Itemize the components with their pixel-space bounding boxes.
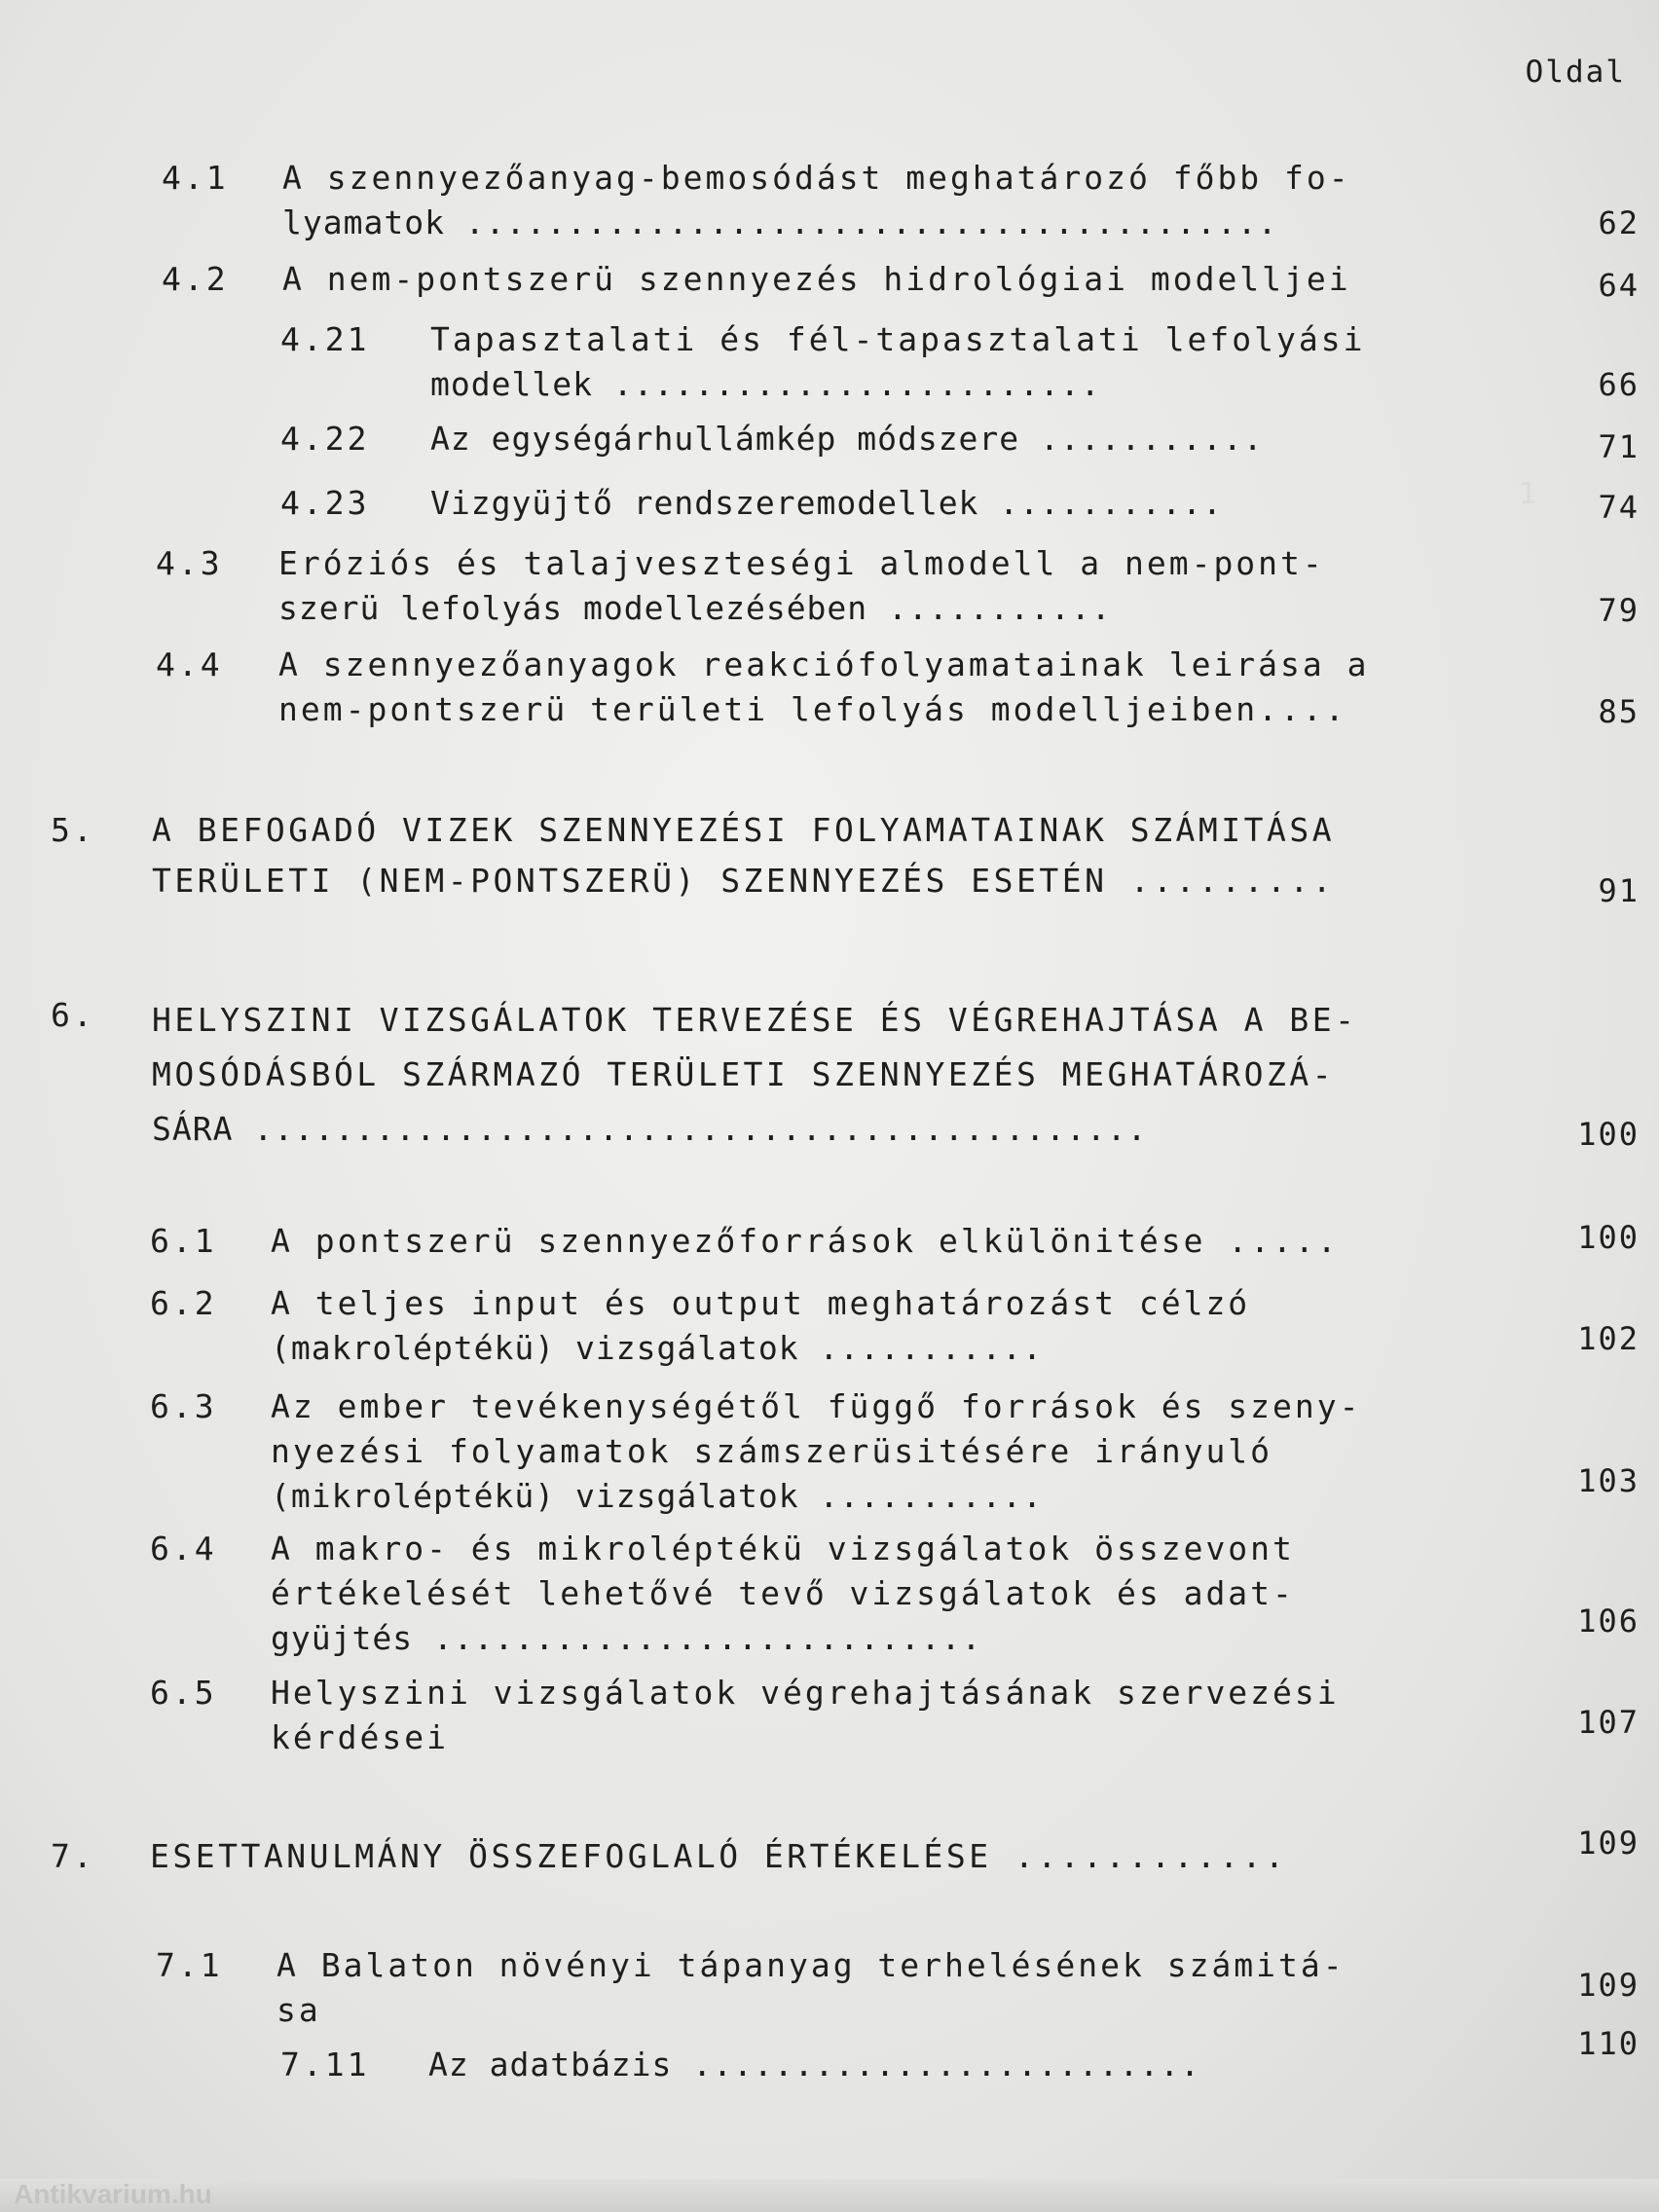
toc-title-line: értékelését lehetővé tevő vizsgálatok és adat- [271,1574,1295,1612]
toc-title-line: Az ember tevékenységétől függő források és szeny- [271,1387,1362,1425]
toc-title-line: sa [276,1991,321,2029]
toc-page-number: 109 [1577,1967,1640,2004]
toc-title-line: Az egységárhullámkép módszere ........... [430,420,1264,458]
toc-title-line: A makro- és mikroléptékü vizsgálatok összevont [271,1530,1295,1567]
toc-page-number: 106 [1577,1603,1640,1640]
toc-title-line: TERÜLETI (NEM-PONTSZERÜ) SZENNYEZÉS ESETÉN ......... [152,862,1336,900]
toc-entry-title [271,1671,1340,1760]
toc-entry-title [276,1943,1346,2033]
toc-title-line: A Balaton növényi tápanyag terhelésének számitá- [276,1946,1346,1984]
toc-title-line: ESETTANULMÁNY ÖSSZEFOGLALÓ ÉRTÉKELÉSE ............ [150,1837,1288,1875]
toc-page-number: 79 [1598,592,1640,629]
toc-entry-number: 6.5 [150,1674,217,1712]
toc-page-number: 107 [1577,1704,1640,1741]
toc-entry-number: 6.2 [150,1284,217,1322]
toc-entry-number: 7.1 [156,1946,223,1984]
toc-entry-title [152,993,1358,1157]
toc-entry-title [271,1384,1362,1519]
toc-title-line: Tapasztalati és fél-tapasztalati lefolyási [430,320,1366,358]
toc-page-number: 85 [1598,693,1640,730]
toc-title-line: A szennyezőanyag-bemosódást meghatározó főbb fo- [282,159,1351,197]
toc-title-line: MOSÓDÁSBÓL SZÁRMAZÓ TERÜLETI SZENNYEZÉS MEGHATÁROZÁ- [152,1055,1336,1093]
toc-title-line: nem-pontszerü területi lefolyás modelljeiben.... [278,690,1347,728]
toc-entry-title [430,481,1223,526]
toc-entry-number: 4.2 [162,260,229,298]
toc-entry-number: 4.23 [280,484,370,522]
toc-title-line: A nem-pontszerü szennyezés hidrológiai modelljei [282,260,1351,298]
toc-title-line: nyezési folyamatok számszerüsitésére irányuló [271,1432,1273,1470]
toc-title-line: lyamatok ........................................ [282,203,1278,241]
toc-entry-title [282,156,1351,245]
toc-title-line: Helyszini vizsgálatok végrehajtásának szervezési [271,1674,1340,1712]
toc-page-number: 102 [1577,1320,1640,1357]
toc-title-line: A BEFOGADÓ VIZEK SZENNYEZÉSI FOLYAMATAINAK SZÁMITÁSA [152,811,1336,849]
toc-entry-number: 4.3 [156,544,223,582]
toc-title-line: szerü lefolyás modellezésében ........... [278,589,1112,627]
toc-entry-title [430,417,1264,461]
toc-entry-title [271,1281,1250,1371]
toc-entry-title [278,541,1325,631]
toc-title-line: Eróziós és talajveszteségi almodell a nem-pont- [278,544,1325,582]
toc-page-number: 62 [1598,204,1640,241]
toc-page-number: 103 [1577,1462,1640,1499]
toc-entry-title [271,1219,1340,1264]
toc-entry-number: 6. [51,996,95,1034]
toc-entry-number: 4.21 [280,320,370,358]
toc-title-line: gyüjtés ........................... [271,1619,982,1657]
toc-page-number: 110 [1577,2025,1640,2062]
toc-page-number: 109 [1577,1825,1640,1862]
toc-entry-title [282,257,1351,302]
toc-entry-number: 7.11 [280,2046,370,2083]
toc-title-line: SÁRA ............................................ [152,1110,1148,1148]
toc-title-line: A pontszerü szennyezőforrások elkülönitése ..... [271,1222,1340,1260]
page-footer [0,2179,1659,2212]
toc-entry-title [430,317,1365,407]
toc-entry-title [428,2043,1200,2087]
toc-page-number: 74 [1598,489,1640,526]
toc-entry-title [278,643,1370,732]
page-column-header: Oldal [1525,55,1626,90]
toc-page-number: 66 [1598,366,1640,403]
toc-title-line: Az adatbázis ......................... [428,2046,1200,2083]
toc-title-line: (makroléptékü) vizsgálatok ........... [271,1329,1043,1367]
toc-page-number: 100 [1577,1116,1640,1153]
toc-entry-number: 6.1 [150,1222,217,1260]
toc-title-line: (mikroléptékü) vizsgálatok ........... [271,1477,1043,1515]
bleed-through-text: 1 [1519,477,1537,511]
toc-entry-number: 5. [51,811,95,849]
toc-title-line: kérdései [271,1718,449,1756]
toc-title-line: Vizgyüjtő rendszeremodellek ........... [430,484,1223,522]
toc-entry-number: 6.3 [150,1387,217,1425]
toc-page-number: 64 [1598,267,1640,304]
toc-entry-title [152,808,1335,903]
toc-page-number: 100 [1577,1219,1640,1256]
toc-entry-number: 4.4 [156,645,223,683]
toc-page-number: 91 [1598,872,1640,909]
toc-entry-title [150,1834,1287,1879]
toc-entry-number: 4.1 [162,159,229,197]
toc-entry-number: 4.22 [280,420,370,458]
toc-entry-number: 7. [51,1837,95,1875]
toc-page-number: 71 [1598,428,1640,465]
toc-title-line: A teljes input és output meghatározást célzó [271,1284,1251,1322]
toc-title-line: A szennyezőanyagok reakciófolyamatainak leirása a [278,645,1370,683]
toc-title-line: modellek ........................ [430,365,1101,403]
toc-entry-title [271,1527,1295,1661]
toc-title-line: HELYSZINI VIZSGÁLATOK TERVEZÉSE ÉS VÉGREHAJTÁSA A BE- [152,1001,1358,1039]
toc-entry-number: 6.4 [150,1530,217,1567]
watermark: Antikvarium.hu [14,2179,212,2209]
